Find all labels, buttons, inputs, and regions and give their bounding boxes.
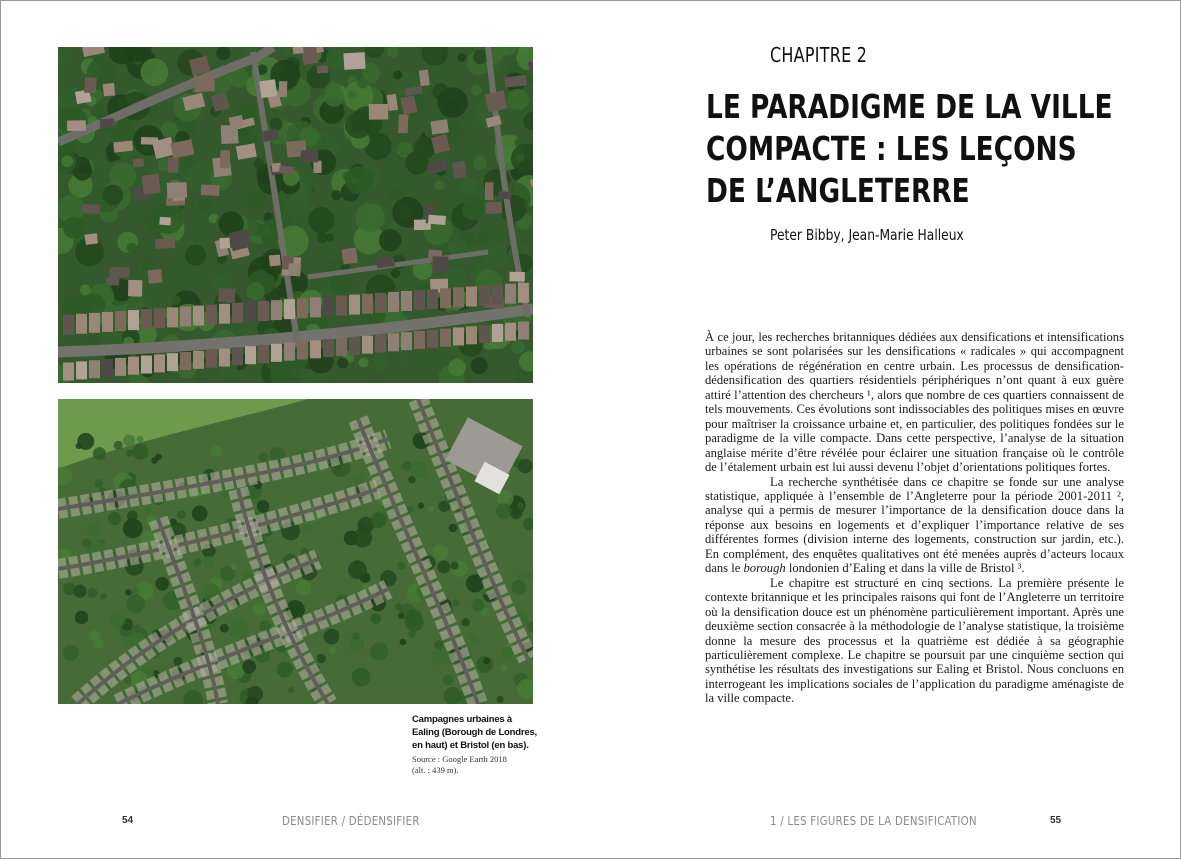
paragraph: Le chapitre est structuré en cinq sections. La première présente le contexte britannique et les principales raisons qui font de l’Angleterre un territoire où la densification douce est un phénomène particulièrement important. Après une deuxième section consacrée à la méthodologie de l’analyse statistique, la troisième donne la mesure des processus et la quatrième est dédiée à sa géographie particulièrement complexe. Le chapitre se poursuit par une cinquième section qui synthétise les résultats des investigations sur Ealing et Bristol. Nous concluons en interrogeant les implications sociales de l’application du paradigme aménagiste de la ville compacte. — [705, 575, 1124, 706]
aerial-photo-ealing-image — [58, 47, 533, 383]
chapter-title-line: COMPACTE : LES LEÇONS — [706, 129, 1077, 168]
chapter-authors: Peter Bibby, Jean-Marie Halleux — [770, 226, 964, 244]
aerial-photo-bristol-image — [58, 399, 533, 704]
running-head-left: DENSIFIER / DÉDENSIFIER — [282, 814, 420, 828]
caption-title: Campagnes urbaines à Ealing (Borough de Londres, en haut) et Bristol (en bas). — [412, 714, 537, 751]
caption-source-altitude: (alt. : 439 m). — [412, 765, 459, 775]
page-number-right: 55 — [1050, 815, 1062, 826]
running-head-right: 1 / LES FIGURES DE LA DENSIFICATION — [770, 814, 977, 828]
caption-source-line: Source : Google Earth 2018 — [412, 754, 507, 764]
paragraph — [705, 475, 1124, 576]
aerial-photo-bristol — [58, 399, 533, 704]
chapter-title — [706, 86, 1138, 212]
chapter-title-line: LE PARADIGME DE LA VILLE — [706, 87, 1113, 126]
aerial-photo-ealing — [58, 47, 533, 383]
caption-source — [412, 754, 537, 776]
paragraph: À ce jour, les recherches britanniques dédiées aux densifications et intensifications urbaines se sont polarisées sur les densifications « radicales » qui accompagnent les opérations de régénération en centre urbain. Les processus de densification-dédensification des quartiers résidentiels périphériques n’ont quant à eux guère attiré l’attention des chercheurs ¹, alors que nombre de ces quartiers connaissent de tels mouvements. Ces évolutions sont indissociables des politiques mises en œuvre pour maîtriser la croissance urbaine et, en particulier, des politiques fondées sur le paradigme de la ville compacte. Dans cette perspective, l’analyse de la situation anglaise mérite d’être révélée pour éclairer une situation française où le contrôle de l’étalement urbain est lui aussi devenu l’objet d’orientations politiques fortes. — [705, 330, 1124, 475]
italic-term: borough — [743, 561, 786, 576]
body-text — [705, 330, 1124, 706]
page-number-left: 54 — [122, 815, 134, 826]
chapter-title-line: DE L’ANGLETERRE — [706, 171, 970, 210]
figure-caption — [412, 713, 537, 776]
paragraph-text: londonien d’Ealing et dans la ville de Bristol ³. — [785, 561, 1025, 576]
chapter-label: CHAPITRE 2 — [770, 43, 868, 67]
paragraph-text: La recherche synthétisée dans ce chapitre se fonde sur une analyse statistique, appliquée à l’ensemble de l’Angleterre pour la période 2001-2011 ², analyse qui a permis de mesurer l’importance de la densification douce dans la réponse aux besoins en logements et d’expliquer l’importance relative de ses différentes formes (division interne des logements, construction sur jardin, etc.). En complément, des enquêtes qualitatives ont été menées auprès d’acteurs locaux dans le — [705, 474, 1124, 576]
